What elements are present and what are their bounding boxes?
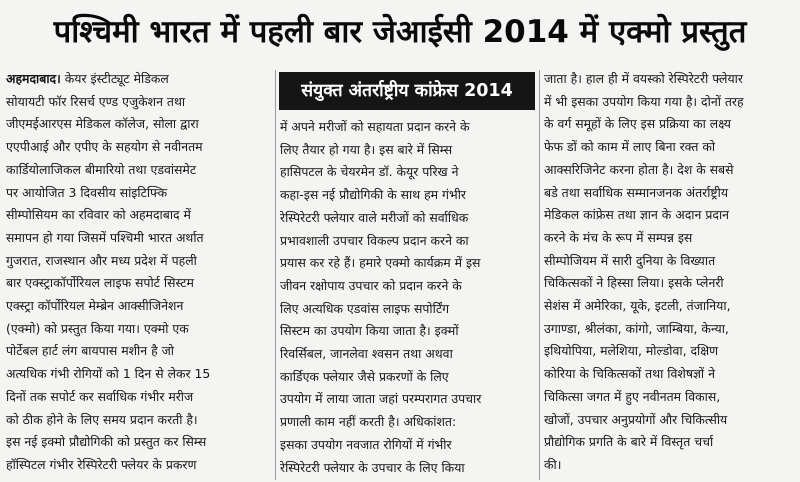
text-line: एएपीआई और एपीए के सहयोग से नवीनतम xyxy=(6,139,203,155)
text-line: उपयोग में लाया जाता जहां परम्परागत उपचार xyxy=(280,391,482,407)
text-line: चिकित्सकों ने हिस्सा लिया। इसके प्लेनरी xyxy=(544,275,724,291)
text-line: रेस्पिरेटरी फ्लेयार के उपचार के लिए किया xyxy=(280,459,465,475)
text-line: हॉस्पिटल गंभीर रेस्पिरेटरी फ्लेयर के प्रकरण xyxy=(6,456,197,472)
text-line: दिनों तक सपोर्ट कर सर्वाधिक गंभीर मरीज xyxy=(6,388,194,404)
text-line: प्रयास कर रहे हैं। हमारे एक्मो कार्यक्रम में इस xyxy=(280,255,481,271)
article-column-2 xyxy=(280,116,534,482)
text-line: इथियोपिया, मलेशिया, मोल्डोवा, दक्षिण xyxy=(544,343,719,359)
text-line: अत्यधिक गंभी रोगियों को 1 दिन से लेकर 15 xyxy=(6,366,211,382)
text-line: सीम्पोजियम में सारी दुनिया के विख्यात xyxy=(544,252,716,268)
text-line: इसका उपयोग नवजात रोगियों में गंभीर xyxy=(280,436,452,452)
text-line: कार्डिएक फ्लेयार जैसे प्रकरणों के लिए xyxy=(280,368,449,384)
text-line: बार एक्स्ट्राकॉर्पोरियल लाइफ सपोर्ट सिस्टम xyxy=(6,275,194,291)
text-line: रेस्पिरेटरी फ्लेयार वाले मरीजों को सर्वाधिक xyxy=(280,209,469,225)
text-line: जाता है। हाल ही में वयस्को रेस्पिरेटरी फ्लेयार xyxy=(544,71,743,86)
text-line: (एक्मो) को प्रस्तुत किया गया। एक्मो एक xyxy=(6,320,189,336)
text-line: को ठीक होने के लिए समय प्रदान करती है। xyxy=(6,411,198,427)
text-line: की। xyxy=(544,456,562,472)
text-line: प्रौद्योगिक प्रगति के बारे में विस्तृत चर्चा xyxy=(544,434,714,450)
text-line: कार्डियोलाजिकल बीमारियो तथा एडवांसमेट xyxy=(6,161,197,177)
text-line: उगाण्डा, श्रीलंका, कांगो, जाम्बिया, केन्या, xyxy=(544,320,729,336)
text-line: रिवर्सिबल, जानलेवा श्वसन तथा अथवा xyxy=(280,346,453,362)
text-line: चिकित्सा जगत में हुए नवीनतम विकास, xyxy=(544,388,721,404)
text-line: समापन हो गया जिसमें पश्चिमी भारत अर्थात xyxy=(6,229,204,245)
text-line xyxy=(6,68,272,91)
text-line: के वर्ग समूहों के लिए इस प्रक्रिया का लक्ष्य xyxy=(544,116,731,132)
text-line: पोर्टेबल हार्ट लंग बायपास मशीन है जो xyxy=(6,343,175,359)
text-line: लिए तैयार हो गया है। इस बारे में सिम्स xyxy=(280,141,453,157)
article-column-3 xyxy=(544,68,796,480)
text-line: गुजरात, राजस्थान और मध्य प्रदेश में पहली xyxy=(6,252,197,268)
text-line: बडे तथा सर्वाधिक सम्मानजनक अंतर्राष्ट्रीय xyxy=(544,184,729,200)
text-line: कोरिया के चिकित्सकों तथा विशेषज्ञों ने xyxy=(544,366,715,382)
text-line: सीम्पोसियम का रविवार को अहमदाबाद में xyxy=(6,207,191,223)
text-line: फेफ डों को काम में लाए बिना रक्त को xyxy=(544,139,716,155)
text-line: प्रभावशाली उपचार विकल्प प्रदान करने का xyxy=(280,232,469,248)
dateline: अहमदाबाद। xyxy=(6,71,61,86)
text-line: मेडिकल कांफ्रेस तथा ज्ञान के अदान प्रदान xyxy=(544,207,730,223)
text-line: जीवन रक्षोपाय उपचार को प्रदान करने के xyxy=(280,277,462,293)
text-line: लिए अत्यधिक एडवांस लाइफ सपोर्टिंग xyxy=(280,300,450,316)
text-line: सेशंस में अमेरिका, यूके, इटली, तंजानिया, xyxy=(544,298,731,314)
text-line: हासिपटल के चेयरमेन डॉ. केयूर परिख ने xyxy=(280,164,459,180)
text-line: जीएमईआरएस मेडिकल कॉलेज, सोला द्वारा xyxy=(6,116,199,132)
text-line: सिस्टम का उपयोग किया जाता है। इक्मों xyxy=(280,323,459,339)
text-line-part: केयर इंस्टीट्यूट मेडिकल xyxy=(60,71,169,86)
subheadline: संयुक्त अंतर्राष्ट्रीय कांफ्रेस 2014 xyxy=(279,72,535,110)
text-line: में अपने मरीजों को सहायता प्रदान करने के xyxy=(280,119,470,134)
text-line: खोजों, उपचार अनुप्रयोगों और चिकित्सीय xyxy=(544,411,728,427)
text-line: आक्सरिजिनेट करना होता है। देश के सबसे xyxy=(544,161,734,177)
column-divider xyxy=(275,70,276,480)
text-line: में भी इसका उपयोग किया गया है। दोनों तरह xyxy=(544,93,744,109)
article-column-1 xyxy=(6,68,272,480)
text-line: प्रणाली काम नहीं करती है। अधिकांशत: xyxy=(280,414,457,430)
headline: पश्चिमी भारत में पहली बार जेआईसी 2014 में एक्मो प्रस्तुत xyxy=(53,14,747,50)
text-line: एक्स्ट्रा कॉर्पोरियल मेम्ब्रेन आक्सीजिनेशन xyxy=(6,298,184,314)
text-line: करने के मंच के रूप में सम्पन्न इस xyxy=(544,229,693,245)
text-line: पर आयोजित 3 दिवसीय सांइटिफ्कि xyxy=(6,184,168,200)
text-line: इस नई इक्मो प्रौद्योगिकी को प्रस्तुत कर सिम्स xyxy=(6,434,207,450)
column-divider xyxy=(539,70,540,480)
text-line: सोयायटी फॉर रिसर्च एण्ड एजुकेशन तथा xyxy=(6,93,186,109)
text-line: कहा-इस नई प्रौद्योगिकी के साथ हम गंभीर xyxy=(280,187,466,203)
